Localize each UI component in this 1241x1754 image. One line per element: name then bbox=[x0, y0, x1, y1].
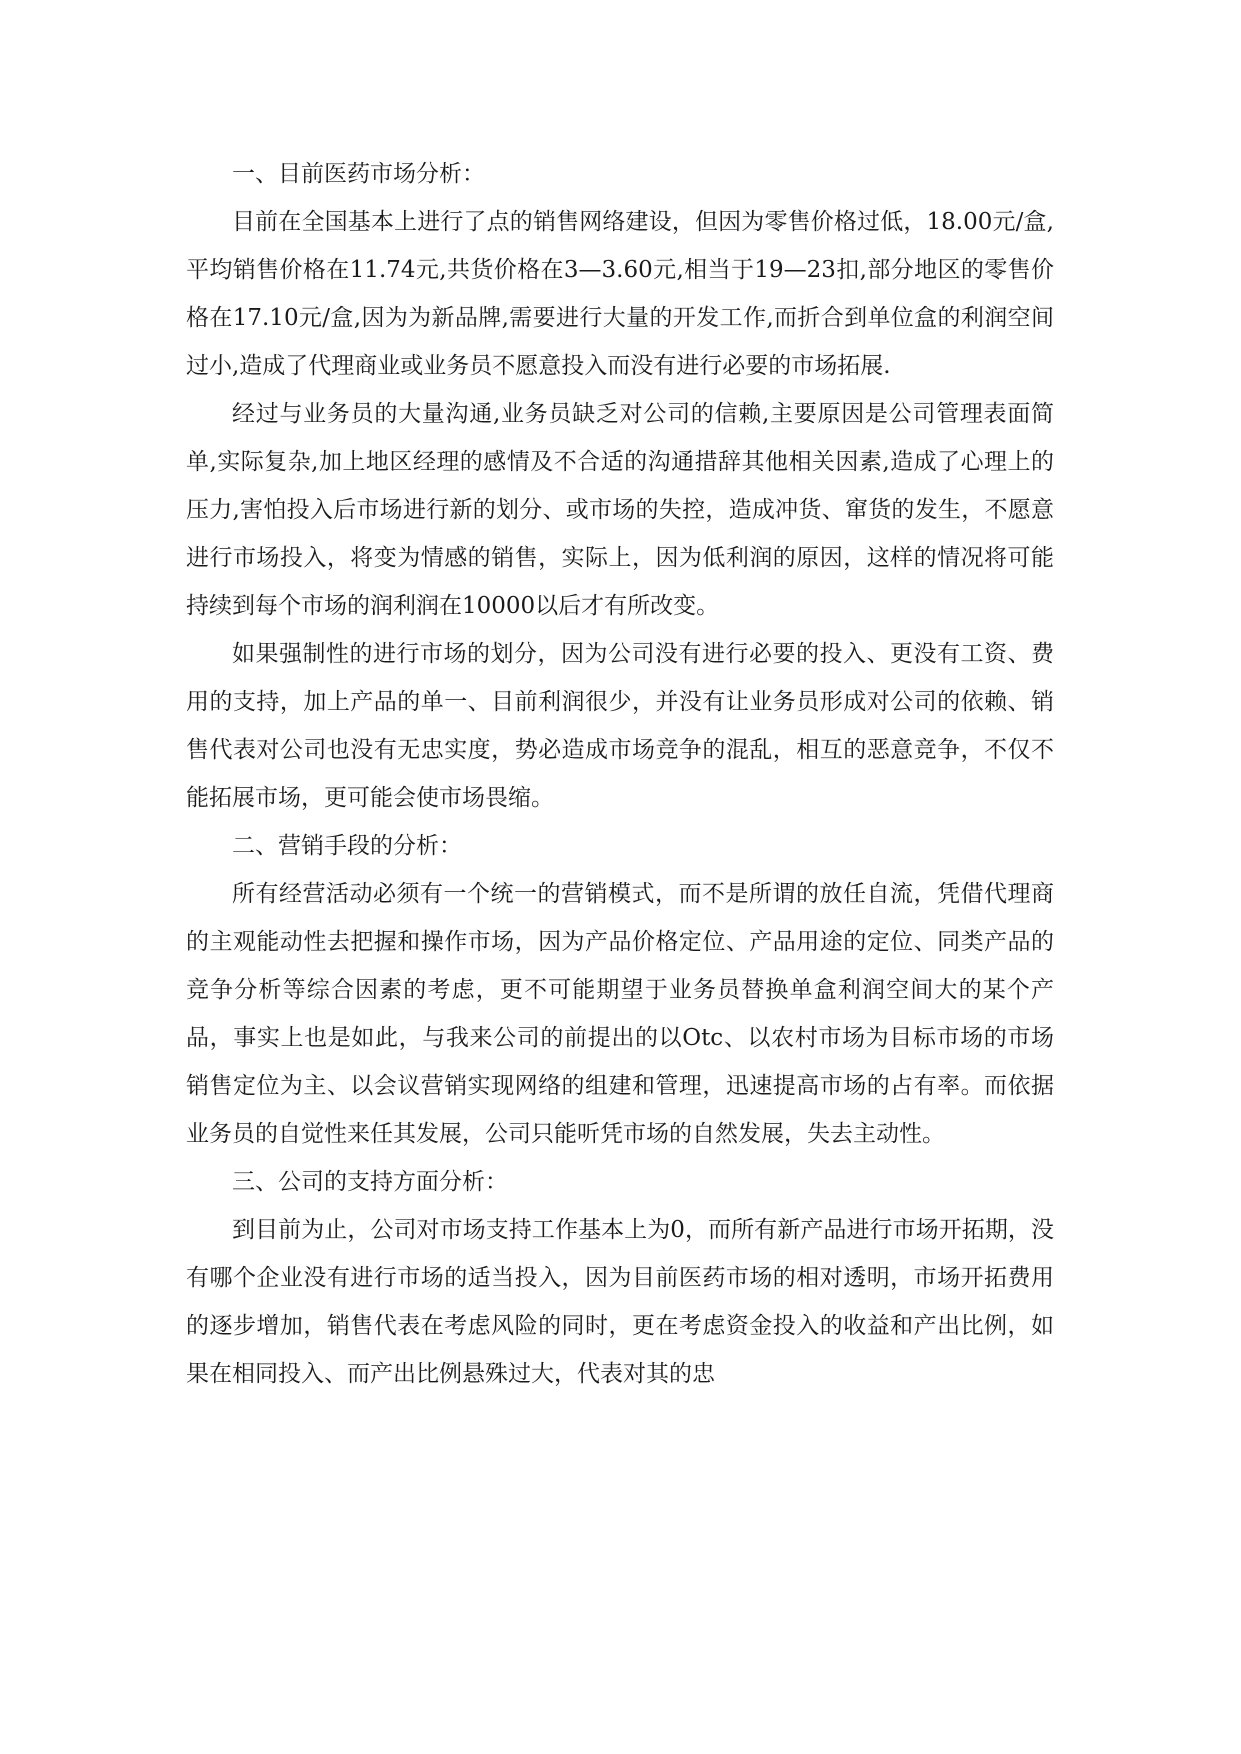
paragraph-market-pricing: 目前在全国基本上进行了点的销售网络建设，但因为零售价格过低，18.00元/盒,平均销售价格在11.74元,共货价格在3—3.60元,相当于19—23扣,部分地区的零售价格在17.10元/盒,因为为新品牌,需要进行大量的开发工作,而折合到单位盒的利润空间过小,造成了代理商业或业务员不愿意投入而没有进行必要的市场拓展. bbox=[186, 209, 1054, 379]
paragraph-market-division: 如果强制性的进行市场的划分，因为公司没有进行必要的投入、更没有工资、费用的支持，加上产品的单一、目前利润很少，并没有让业务员形成对公司的依赖、销售代表对公司也没有无忠实度，势必造成市场竞争的混乱，相互的恶意竞争，不仅不能拓展市场，更可能会使市场畏缩。 bbox=[186, 641, 1054, 811]
section-heading-market: 一、目前医药市场分析： bbox=[232, 161, 485, 187]
paragraph-market-trust: 经过与业务员的大量沟通,业务员缺乏对公司的信赖,主要原因是公司管理表面简单,实际复杂,加上地区经理的感情及不合适的沟通措辞其他相关因素,造成了心理上的压力,害怕投入后市场进行新的划分、或市场的失控，造成冲货、窜货的发生，不愿意进行市场投入，将变为情感的销售，实际上，因为低利润的原因，这样的情况将可能持续到每个市场的润利润在10000以后才有所改变。 bbox=[186, 401, 1054, 619]
paragraph-support-investment: 到目前为止，公司对市场支持工作基本上为0，而所有新产品进行市场开拓期，没有哪个企业没有进行市场的适当投入，因为目前医药市场的相对透明，市场开拓费用的逐步增加，销售代表在考虑风险的同时，更在考虑资金投入的收益和产出比例，如果在相同投入、而产出比例悬殊过大，代表对其的忠 bbox=[186, 1217, 1054, 1387]
section-heading-support: 三、公司的支持方面分析： bbox=[232, 1169, 508, 1195]
section-heading-marketing: 二、营销手段的分析： bbox=[232, 833, 462, 859]
paragraph-marketing-model: 所有经营活动必须有一个统一的营销模式，而不是所谓的放任自流，凭借代理商的主观能动性去把握和操作市场，因为产品价格定位、产品用途的定位、同类产品的竞争分析等综合因素的考虑，更不可能期望于业务员替换单盒利润空间大的某个产品，事实上也是如此，与我来公司的前提出的以Otc、以农村市场为目标市场的市场销售定位为主、以会议营销实现网络的组建和管理，迅速提高市场的占有率。而依据业务员的自觉性来任其发展，公司只能听凭市场的自然发展，失去主动性。 bbox=[186, 881, 1054, 1147]
document-body bbox=[186, 150, 1054, 1398]
